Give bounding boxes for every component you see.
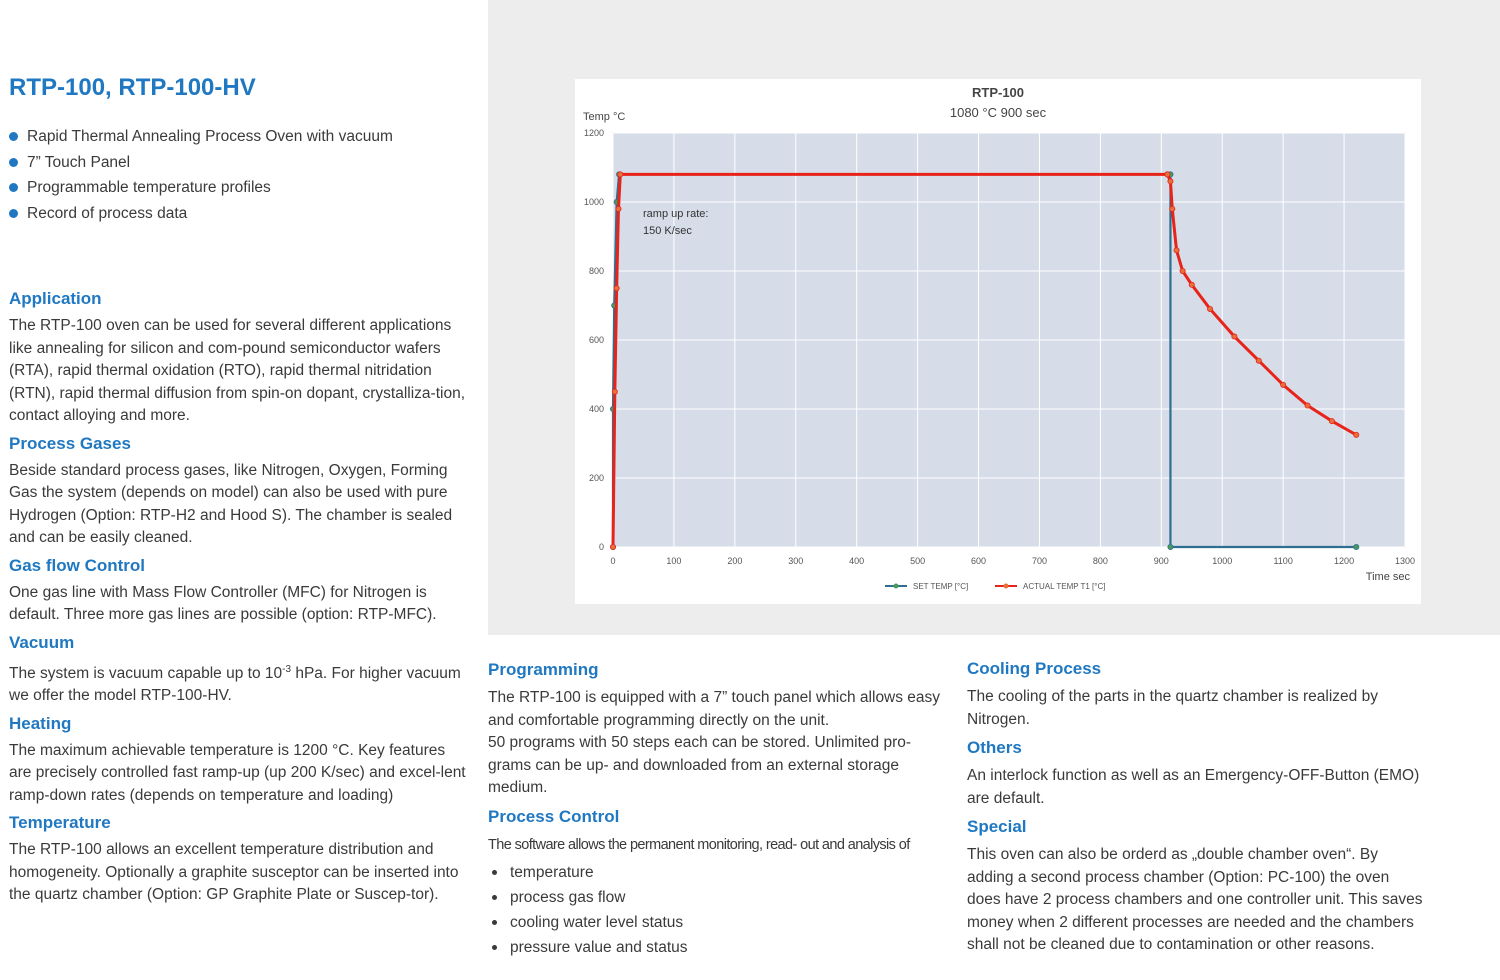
section-text: One gas line with Mass Flow Controller (MFC) for Nitrogen is default. Three more gas lines are possible (option: RTP-MFC). (9, 583, 437, 623)
data-point (1168, 179, 1173, 184)
x-tick-label: 300 (788, 556, 804, 566)
chart-title: RTP-100 (971, 85, 1025, 100)
section-others (967, 737, 1427, 810)
x-tick-label: 1200 (1334, 556, 1355, 566)
y-tick-label: 1000 (583, 197, 604, 207)
section-heading: Application (9, 289, 102, 308)
x-tick-label: 200 (727, 556, 743, 566)
section-text: The maximum achievable temperature is 1200 °C. Key features are precisely controlled fast ramp-up (up 200 K/sec) and excel-lent ramp-down rates (depends on temperature and loading) (9, 741, 466, 804)
bullet-icon (9, 132, 18, 141)
x-tick-label: 0 (610, 556, 616, 566)
list-item: pressure value and status (488, 935, 948, 960)
feature-item: Programmable temperature profiles (9, 175, 393, 201)
chart-container (575, 79, 1421, 604)
annotation-line: 150 K/sec (643, 225, 692, 237)
section-text: An interlock function as well as an Emergency-OFF-Button (EMO) are default. (967, 767, 1420, 807)
section-text: The software allows the permanent monitoring, read- out and analysis of (488, 836, 910, 853)
chart-subtitle: 1080 °C 900 sec (949, 105, 1047, 120)
x-tick-label: 600 (971, 556, 987, 566)
x-tick-label: 100 (666, 556, 682, 566)
section-cooling-process (967, 658, 1427, 731)
feature-item: Rapid Thermal Annealing Process Oven with vacuum (9, 124, 393, 150)
section-vacuum (9, 632, 469, 708)
section-text: The RTP-100 oven can be used for several different applications like annealing for silicon and com-pound semiconductor wafers (RTA), rapid thermal oxidation (RTO), rapid thermal nitridation (RTN), rapid thermal diffusion from spin-on dopant, crystalliza-tion, contact alloying and more. (9, 317, 466, 424)
data-point (1329, 418, 1334, 423)
x-tick-label: 900 (1153, 556, 1169, 566)
data-point (1354, 544, 1359, 549)
bullet-icon (492, 870, 497, 875)
section-heating (9, 713, 469, 808)
x-tick-label: 1300 (1394, 556, 1416, 566)
section-heading: Temperature (9, 813, 111, 833)
section-heading: Vacuum (9, 632, 75, 652)
section-temperature (9, 812, 469, 907)
section-heading: Cooling Process (967, 659, 1102, 678)
right-column (967, 658, 1427, 963)
data-point (1174, 248, 1179, 253)
section-application (9, 288, 469, 428)
left-column (9, 288, 469, 912)
data-point (618, 172, 623, 177)
legend-marker (1004, 584, 1009, 589)
section-heading: Heating (9, 713, 72, 733)
section-text: The system is vacuum capable up to $10^{-3}$ hPa. For higher vacuum we offer the model RTP-100-HV. (9, 663, 461, 705)
section-text: 50 programs with 50 steps each can be stored. Unlimited pro-grams can be up- and downloaded from an external storage medium. (488, 734, 912, 796)
data-point (1256, 358, 1261, 363)
data-point (1281, 382, 1286, 387)
middle-column (488, 659, 948, 966)
data-point (1168, 544, 1173, 549)
x-tick-label: 400 (849, 556, 865, 566)
x-tick-label: 800 (1092, 556, 1108, 566)
feature-item: 7” Touch Panel (9, 150, 393, 176)
bullet-icon (492, 920, 497, 925)
section-text: The RTP-100 is equipped with a 7” touch panel which allows easy and comfortable programming directly on the unit. (488, 689, 941, 729)
section-heading: Process Gases (9, 433, 131, 453)
section-text: This oven can also be orderd as „double chamber oven“. By adding a second process chamber (Option: PC-100) the oven does have 2 process chambers and one controller unit. This saves money when 2 different processes are needed and the chambers shall not be cleaned due to contamination or other reasons. (967, 846, 1423, 953)
y-tick-label: 200 (588, 473, 604, 483)
feature-list (9, 124, 393, 226)
page-title: RTP-100, RTP-100-HV (9, 74, 256, 101)
data-point (1354, 432, 1359, 437)
section-special (967, 816, 1427, 957)
data-point (1189, 282, 1194, 287)
process-control-list (488, 860, 948, 960)
section-heading: Programming (488, 660, 599, 679)
bullet-icon (9, 183, 18, 192)
annotation-line: ramp up rate: (643, 208, 709, 220)
x-tick-label: 700 (1031, 556, 1047, 566)
x-tick-label: 500 (910, 556, 926, 566)
section-text: Beside standard process gases, like Nitrogen, Oxygen, Forming Gas the system (depends on model) can also be used with pure Hydrogen (Option: RTP-H2 and Hood S). The chamber is sealed and can be easily cleaned. (9, 461, 453, 546)
section-heading: Special (967, 817, 1027, 836)
data-point (614, 286, 619, 291)
list-item: process gas flow (488, 885, 948, 910)
legend-marker (894, 584, 899, 589)
section-heading: Gas flow Control (9, 555, 145, 575)
section-programming (488, 659, 948, 800)
x-tick-label: 1000 (1212, 556, 1233, 566)
y-tick-label: 400 (588, 404, 604, 414)
data-point (1165, 172, 1170, 177)
section-text: The RTP-100 allows an excellent temperature distribution and homogeneity. Optionally a graphite susceptor can be inserted into the quartz chamber (Option: GP Graphite Plate or Suscep-tor). (9, 841, 459, 904)
list-item: temperature (488, 860, 948, 885)
section-text: The cooling of the parts in the quartz chamber is realized by Nitrogen. (967, 688, 1378, 728)
list-item: cooling water level status (488, 910, 948, 935)
x-tick-label: 1100 (1273, 556, 1293, 566)
y-tick-label: 1200 (583, 128, 604, 138)
data-point (610, 544, 615, 549)
y-tick-label: 600 (588, 335, 604, 345)
section-heading: Process Control (488, 806, 620, 826)
temperature-chart (575, 79, 1421, 604)
y-tick-label: 0 (598, 542, 604, 552)
data-point (616, 206, 621, 211)
bullet-icon (9, 158, 18, 167)
data-point (1232, 334, 1237, 339)
data-point (1180, 268, 1185, 273)
bullet-icon (9, 209, 18, 218)
section-process-control (488, 806, 948, 960)
feature-item: Record of process data (9, 201, 393, 227)
data-point (1305, 403, 1310, 408)
data-point (1170, 206, 1175, 211)
data-point (612, 389, 617, 394)
x-axis-label: Time sec (1365, 571, 1410, 583)
section-process-gases (9, 433, 469, 550)
bullet-icon (492, 945, 497, 950)
section-gas-flow-control (9, 555, 469, 627)
y-axis-label: Temp °C (583, 111, 626, 123)
section-heading: Others (967, 738, 1022, 757)
legend-label: ACTUAL TEMP T1 [°C] (1023, 582, 1106, 591)
data-point (1207, 306, 1212, 311)
legend-label: SET TEMP [°C] (913, 582, 969, 591)
bullet-icon (492, 895, 497, 900)
y-tick-label: 800 (588, 266, 604, 276)
